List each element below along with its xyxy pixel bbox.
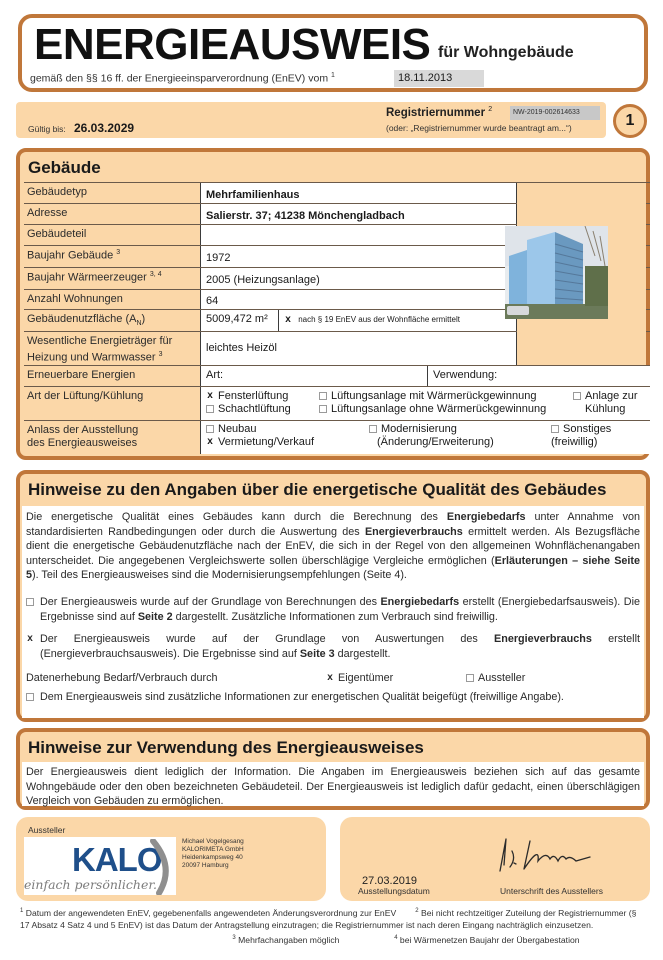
text: Der Energieausweis wurde auf der Grundlage von Berechnungen des: [40, 595, 381, 608]
option-label: Anlage zur: [585, 390, 638, 402]
option-label: Sonstiges: [563, 423, 612, 435]
row-label-line: des Energieausweises: [27, 437, 138, 449]
footnote-ref: 1: [330, 72, 335, 79]
ventilation-options: [201, 387, 650, 420]
text: erstellt (Energiebedarfsausweis). Die Ergebnisse sind auf: [40, 595, 640, 623]
footnote-ref: 2: [488, 106, 493, 113]
vent-option-window[interactable]: [206, 390, 288, 403]
option-label: Vermietung/Verkauf: [218, 436, 315, 448]
bold-text: Energiebedarfs: [380, 595, 460, 608]
registration-number-field[interactable]: NW-2019-002614633: [510, 106, 600, 120]
document-subtitle: für Wohngebäude: [438, 44, 574, 61]
area-method-text: nach § 19 EnEV aus der Wohnfläche ermittelt: [298, 315, 460, 324]
text: unter Annahme von standardisierten Randbedingungen oder durch die Auswertung des: [26, 511, 641, 538]
logo-wordmark: KALO: [72, 841, 162, 878]
checkbox-icon[interactable]: [26, 693, 34, 701]
issuer-label: Aussteller: [28, 825, 66, 835]
occasion-new-build[interactable]: [206, 423, 257, 436]
signature-card: [340, 817, 650, 901]
building-part-value[interactable]: [201, 225, 517, 245]
heater-year-value[interactable]: 2005 (Heizungsanlage): [201, 268, 517, 289]
option-label: Schachtlüftung: [218, 403, 291, 415]
row-label: Adresse: [24, 204, 201, 224]
bold-text: Seite 2: [137, 610, 173, 623]
row-label-text: Baujahr Wärmeerzeuger: [27, 271, 147, 284]
vent-option-cooling-line2: Kühlung: [585, 403, 626, 415]
footnote-text: bei Wärmenetzen Baujahr der Übergabestation: [399, 934, 580, 945]
address-line: 20097 Hamburg: [182, 862, 229, 869]
law-date-field[interactable]: 18.11.2013: [394, 70, 484, 87]
bold-text: Erläuterungen – siehe Seite 5: [26, 554, 641, 582]
checkbox-icon[interactable]: [206, 425, 214, 433]
bold-text: Seite 3: [299, 647, 335, 660]
subscript: N: [136, 320, 142, 328]
issuer-card: [16, 817, 326, 901]
checkbox-checked-icon[interactable]: x: [27, 633, 33, 645]
footnote-text: Bei nicht rechtzeitiger Zuteilung der Registriernummer (§ 17 Absatz 4 Satz 4 und 5 EnEV) ist das Datum der Antragstellung einzutragen; die Registriernummer ist nach deren Eingang nachträglich einzusetzen.: [20, 907, 637, 931]
checkbox-icon[interactable]: [551, 425, 559, 433]
option-label: Aussteller: [478, 672, 526, 685]
text: ). Teil des Energieausweises sind die Modernisierungsempfehlungen (Seite 4).: [32, 569, 407, 582]
checkbox-icon[interactable]: [466, 674, 474, 682]
row-label: Gebäudeteil: [24, 225, 201, 245]
checkbox-icon[interactable]: [369, 425, 377, 433]
title-box: [18, 14, 648, 92]
usage-notes-section: [16, 728, 650, 810]
vent-option-shaft[interactable]: [206, 403, 291, 416]
footnote-number: 2: [415, 908, 419, 914]
data-collection-row: [26, 671, 640, 686]
vent-option-without-recovery[interactable]: [319, 403, 546, 416]
usage-notes-text: Der Energieausweis dient lediglich der Information. Die Angaben im Energieausweis beziehen sich auf das gesamte Wohngebäude oder den oben bezeichneten Gebäudeteil. Der Energieausweis ist lediglich dafür gedacht, einen überschlägigen Vergleich von Gebäuden zu ermöglichen.: [22, 762, 644, 806]
section-title: Hinweise zu den Angaben über die energetische Qualität des Gebäudes: [28, 480, 607, 499]
bold-text: Energieverbrauchs: [494, 633, 592, 646]
row-label: [24, 332, 201, 365]
quality-notes-body: [22, 506, 644, 718]
address-line: Michael Vogelgesang: [182, 838, 244, 845]
row-label-line: Anlass der Ausstellung: [27, 424, 139, 436]
footnote-ref: 3: [158, 351, 163, 358]
option-label: Eigentümer: [338, 672, 394, 685]
usable-area-value[interactable]: 5009,472 m²: [201, 310, 279, 331]
checkbox-checked-icon[interactable]: x: [285, 313, 291, 325]
footnote-text: Mehrfachangaben möglich: [238, 934, 340, 945]
signature-label: Unterschrift des Ausstellers: [500, 886, 603, 896]
text: dargestellt.: [334, 647, 391, 660]
table-row: [24, 420, 650, 454]
occasion-other-line2: (freiwillig): [551, 436, 598, 448]
occasion-options: [201, 421, 650, 454]
validity-bar: [16, 102, 606, 138]
address-line: Heidenkampsweg 40: [182, 854, 243, 861]
option-demand-certificate: [26, 595, 640, 624]
renewable-use-field[interactable]: Verwendung:: [428, 366, 650, 386]
row-label-line: Heizung und Warmwasser: [27, 351, 156, 364]
issue-date-label: Ausstellungsdatum: [358, 886, 430, 896]
row-label: Erneuerbare Energien: [24, 366, 201, 386]
registration-label: [386, 106, 492, 119]
row-label-end: ): [141, 313, 146, 325]
footnote-ref: 3, 4: [149, 271, 162, 278]
building-photo: [505, 226, 608, 319]
building-type-value[interactable]: Mehrfamilienhaus: [201, 183, 517, 203]
footnote-line-1: [20, 905, 640, 932]
row-label: [24, 268, 201, 289]
footnote-text: Datum der angewendeten EnEV, gegebenenfalls angewendeten Änderungsverordnung zur EnEV: [25, 907, 397, 918]
law-reference: [30, 72, 335, 85]
footnote-number: 4: [394, 935, 398, 942]
text: erstellt (Energieverbrauchsausweis). Die Ergebnisse sind auf: [40, 633, 640, 660]
page-number-badge: 1: [613, 104, 647, 138]
text: dargestellt. Zusätzliche Informationen zum Verbrauch sind freiwillig.: [172, 610, 498, 623]
address-value[interactable]: Salierstr. 37; 41238 Mönchengladbach: [201, 204, 517, 224]
registration-label-text: Registriernummer: [386, 106, 486, 119]
footnote-ref: 3: [116, 249, 121, 256]
renewable-type-field[interactable]: Art:: [201, 366, 428, 386]
row-label: [24, 246, 201, 267]
bold-text: Energieverbrauchs: [364, 525, 463, 538]
table-row: [24, 365, 650, 386]
option-label: Modernisierung: [381, 423, 457, 435]
additional-info-text: Dem Energieausweis sind zusätzliche Informationen zur energetischen Qualität beigefügt (freiwillige Angabe).: [40, 690, 564, 703]
vent-option-with-recovery[interactable]: [319, 390, 536, 403]
option-label: Lüftungsanlage mit Wärmerückgewinnung: [331, 390, 537, 402]
registration-hint: (oder: „Registriernummer wurde beantragt am...“): [386, 123, 572, 133]
issuer-address: [182, 838, 244, 870]
checkbox-icon[interactable]: [26, 598, 34, 606]
checkbox-checked-icon[interactable]: x: [327, 672, 333, 684]
footnote-line-2: [20, 932, 640, 946]
footnote-number: 3: [232, 935, 236, 942]
issuer-logo: [24, 837, 176, 895]
section-title: Gebäude: [28, 158, 101, 177]
checkbox-icon[interactable]: [206, 405, 214, 413]
footnotes: [20, 905, 640, 947]
section-title: Hinweise zur Verwendung des Energieausweises: [28, 738, 424, 757]
checkbox-checked-icon[interactable]: x: [207, 390, 213, 402]
checkbox-icon[interactable]: [319, 392, 327, 400]
data-collection-issuer[interactable]: [466, 671, 525, 686]
document-title: ENERGIEAUSWEIS: [34, 20, 431, 69]
logo-slogan: einfach persönlicher.: [24, 877, 157, 892]
option-label: Neubau: [218, 423, 257, 435]
row-label: Art der Lüftung/Kühlung: [24, 387, 201, 420]
row-label: [24, 421, 201, 454]
quality-notes-section: [16, 470, 650, 722]
data-collection-owner[interactable]: [326, 671, 466, 686]
logo-arc-icon: [149, 839, 177, 895]
bold-text: Energiebedarfs: [446, 511, 526, 523]
option-consumption-certificate: [26, 632, 640, 661]
energy-carrier-value[interactable]: leichtes Heizöl: [201, 332, 517, 365]
row-label: Gebäudetyp: [24, 183, 201, 203]
text: Der Energieausweis wurde auf der Grundlage von Auswertungen des: [40, 633, 495, 646]
row-label-text: Gebäudenutzfläche (A: [27, 313, 137, 325]
checkbox-checked-icon[interactable]: x: [207, 436, 213, 448]
option-additional-info: [26, 690, 640, 705]
text: ermittelt werden. Als Bezugsfläche dient die energetische Gebäudenutzfläche nach der EnEV, die sich in der Regel von den allgemeinen Wohnflächenangaben unterscheidet. Die angegebenen Vergleichswerte sollen überschlägige Vergleiche ermöglichen (: [26, 525, 640, 567]
apartment-count-value[interactable]: 64: [201, 290, 517, 309]
construction-year-value[interactable]: 1972: [201, 246, 517, 267]
address-line: KALORIMETA GmbH: [182, 846, 244, 853]
option-label: Fensterlüftung: [218, 390, 289, 402]
checkbox-icon[interactable]: [319, 405, 327, 413]
row-label: [24, 310, 201, 331]
row-label-line: Wesentliche Energieträger für: [27, 335, 173, 347]
text: Die energetische Qualität eines Gebäudes kann durch die Berechnung des: [26, 511, 447, 523]
occasion-modernisation[interactable]: [369, 423, 457, 436]
occasion-modernisation-line2: (Änderung/Erweiterung): [377, 436, 494, 448]
table-row: [24, 386, 650, 420]
quality-intro: [26, 510, 640, 583]
valid-until-date: 26.03.2029: [74, 121, 135, 135]
valid-until-label: Gültig bis:: [28, 124, 66, 134]
law-text: gemäß den §§ 16 ff. der Energieeinsparverordnung (EnEV) vom: [30, 72, 329, 85]
occasion-other[interactable]: [551, 423, 611, 436]
row-label: Anzahl Wohnungen: [24, 290, 201, 309]
option-label: Lüftungsanlage ohne Wärmerückgewinnung: [331, 403, 547, 415]
signature-image: [490, 831, 600, 877]
data-collection-label: Datenerhebung Bedarf/Verbrauch durch: [26, 672, 218, 685]
area-method-option[interactable]: [279, 310, 517, 331]
footnote-number: 1: [20, 908, 24, 914]
issue-date: 27.03.2019: [362, 875, 418, 887]
row-label-text: Baujahr Gebäude: [27, 249, 114, 262]
checkbox-icon[interactable]: [573, 392, 581, 400]
vent-option-cooling[interactable]: [573, 390, 638, 403]
occasion-rent-sale[interactable]: [206, 436, 314, 449]
